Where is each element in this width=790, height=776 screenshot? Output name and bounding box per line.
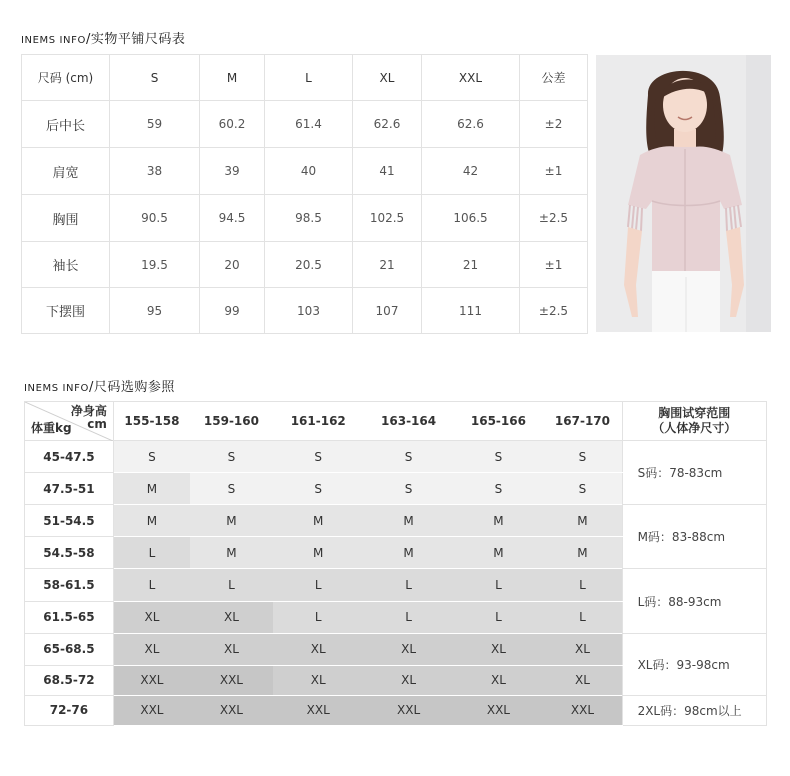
size-table-header: M — [200, 55, 265, 101]
size-table-cell: 21 — [422, 242, 520, 288]
size-cell: L — [454, 569, 544, 601]
size-cell: XL — [273, 665, 364, 695]
size-table-row — [22, 148, 588, 195]
size-table-header: 公差 — [520, 55, 588, 101]
size-cell: M — [543, 505, 622, 537]
size-cell: S — [364, 441, 454, 473]
size-table-cell: 62.6 — [353, 101, 422, 148]
size-table-cell: 61.4 — [265, 101, 353, 148]
size-cell: XL — [364, 633, 454, 665]
size-cell: XL — [113, 633, 190, 665]
reference-row — [25, 441, 767, 473]
size-table-cell: 肩宽 — [22, 148, 110, 195]
size-table-header: XL — [353, 55, 422, 101]
size-table-cell: 21 — [353, 242, 422, 288]
size-cell: S — [543, 473, 622, 505]
size-table-cell: 下摆围 — [22, 288, 110, 334]
size-chart-title-en: INEMS INFO — [21, 35, 86, 46]
reference-row — [25, 633, 767, 665]
size-table-cell: ±2.5 — [520, 195, 588, 242]
size-cell: L — [454, 601, 544, 633]
size-cell: XXL — [113, 695, 190, 725]
chest-range-note: 2XL码：98cm以上 — [622, 695, 766, 725]
weight-cell: 65-68.5 — [25, 633, 114, 665]
size-table-row — [22, 288, 588, 334]
size-cell: S — [543, 441, 622, 473]
size-cell: L — [190, 569, 273, 601]
weight-cell: 45-47.5 — [25, 441, 114, 473]
size-table-cell: 19.5 — [110, 242, 200, 288]
size-cell: L — [364, 569, 454, 601]
size-table-cell: 62.6 — [422, 101, 520, 148]
size-cell: S — [113, 441, 190, 473]
size-cell: M — [113, 505, 190, 537]
size-cell: XXL — [190, 665, 273, 695]
size-table-row — [22, 101, 588, 148]
weight-cell: 58-61.5 — [25, 569, 114, 601]
size-table-cell: 后中长 — [22, 101, 110, 148]
height-weight-corner — [25, 402, 114, 441]
size-cell: XL — [190, 601, 273, 633]
size-table-cell: 40 — [265, 148, 353, 195]
size-cell: M — [273, 505, 364, 537]
weight-cell: 47.5-51 — [25, 473, 114, 505]
size-table-cell: 42 — [422, 148, 520, 195]
size-table-header-row — [22, 55, 588, 101]
weight-cell: 68.5-72 — [25, 665, 114, 695]
size-cell: XL — [364, 665, 454, 695]
size-cell: XXL — [113, 665, 190, 695]
size-cell: S — [273, 473, 364, 505]
height-header: 163-164 — [364, 402, 454, 441]
chest-range-note: S码：78-83cm — [622, 441, 766, 505]
size-table-cell: 袖长 — [22, 242, 110, 288]
size-cell: M — [190, 505, 273, 537]
size-cell: XL — [190, 633, 273, 665]
model-photo — [596, 55, 771, 332]
size-table-cell: 95 — [110, 288, 200, 334]
chest-range-header — [622, 402, 766, 441]
size-table-cell: 59 — [110, 101, 200, 148]
size-cell: XL — [273, 633, 364, 665]
height-header: 167-170 — [543, 402, 622, 441]
reference-chart-title — [24, 376, 175, 395]
chest-range-note: M码：83-88cm — [622, 505, 766, 569]
size-cell: XL — [543, 665, 622, 695]
size-table-cell: 98.5 — [265, 195, 353, 242]
size-cell: XL — [543, 633, 622, 665]
height-unit: cm — [87, 417, 107, 431]
size-table-cell: 106.5 — [422, 195, 520, 242]
size-cell: XXL — [454, 695, 544, 725]
size-table-header: XXL — [422, 55, 520, 101]
chest-range-note: L码：88-93cm — [622, 569, 766, 633]
size-cell: L — [113, 569, 190, 601]
height-label-text: 净身高 — [70, 404, 107, 418]
size-cell: XXL — [273, 695, 364, 725]
size-cell: S — [190, 441, 273, 473]
size-cell: M — [273, 537, 364, 569]
size-table-cell: 99 — [200, 288, 265, 334]
reference-chart-title-cn: /尺码选购参照 — [88, 380, 175, 395]
size-cell: M — [454, 537, 544, 569]
size-table-cell: 90.5 — [110, 195, 200, 242]
size-table-cell: 20.5 — [265, 242, 353, 288]
size-table-cell: 胸围 — [22, 195, 110, 242]
reference-row — [25, 695, 767, 725]
size-cell: XXL — [364, 695, 454, 725]
size-table — [21, 54, 588, 334]
reference-header-row — [25, 402, 767, 441]
size-chart-title-cn: /实物平铺尺码表 — [85, 32, 186, 47]
size-cell: XL — [113, 601, 190, 633]
size-table-cell: ±1 — [520, 242, 588, 288]
size-table-row — [22, 242, 588, 288]
size-table-cell: 107 — [353, 288, 422, 334]
size-cell: L — [273, 601, 364, 633]
height-header: 165-166 — [454, 402, 544, 441]
weight-cell: 54.5-58 — [25, 537, 114, 569]
size-table-cell: 94.5 — [200, 195, 265, 242]
size-cell: XXL — [190, 695, 273, 725]
size-cell: S — [454, 473, 544, 505]
size-table-header: 尺码 (cm) — [22, 55, 110, 101]
reference-chart-title-en: INEMS INFO — [24, 383, 89, 394]
reference-row — [25, 505, 767, 537]
size-cell: M — [364, 505, 454, 537]
size-table-cell: 39 — [200, 148, 265, 195]
height-header: 155-158 — [113, 402, 190, 441]
size-cell: L — [364, 601, 454, 633]
size-cell: M — [454, 505, 544, 537]
chest-range-header-line2: （人体净尺寸） — [652, 421, 737, 436]
size-cell: M — [113, 473, 190, 505]
size-table-cell: 103 — [265, 288, 353, 334]
model-illustration — [596, 55, 771, 332]
size-cell: L — [113, 537, 190, 569]
height-header: 161-162 — [273, 402, 364, 441]
height-header: 159-160 — [190, 402, 273, 441]
size-cell: M — [190, 537, 273, 569]
size-table-cell: 41 — [353, 148, 422, 195]
height-label — [71, 405, 107, 431]
size-table-cell: 102.5 — [353, 195, 422, 242]
size-cell: L — [273, 569, 364, 601]
reference-row — [25, 569, 767, 601]
size-cell: XXL — [543, 695, 622, 725]
weight-cell: 61.5-65 — [25, 601, 114, 633]
size-cell: S — [273, 441, 364, 473]
size-table-cell: 111 — [422, 288, 520, 334]
size-table-header: L — [265, 55, 353, 101]
size-cell: S — [454, 441, 544, 473]
weight-cell: 72-76 — [25, 695, 114, 725]
size-table-row — [22, 195, 588, 242]
size-table-cell: ±2 — [520, 101, 588, 148]
size-cell: S — [190, 473, 273, 505]
size-table-cell: ±2.5 — [520, 288, 588, 334]
size-chart-title — [21, 28, 185, 47]
size-table-cell: 38 — [110, 148, 200, 195]
size-table-cell: ±1 — [520, 148, 588, 195]
chest-range-header-line1: 胸围试穿范围 — [658, 406, 731, 421]
size-cell: S — [364, 473, 454, 505]
size-cell: M — [543, 537, 622, 569]
size-cell: M — [364, 537, 454, 569]
size-table-cell: 20 — [200, 242, 265, 288]
size-cell: XL — [454, 633, 544, 665]
size-cell: L — [543, 569, 622, 601]
chest-range-note: XL码：93-98cm — [622, 633, 766, 695]
size-cell: L — [543, 601, 622, 633]
size-table-header: S — [110, 55, 200, 101]
size-table-cell: 60.2 — [200, 101, 265, 148]
weight-cell: 51-54.5 — [25, 505, 114, 537]
reference-table — [24, 401, 767, 726]
weight-label: 体重kg — [31, 421, 72, 436]
size-cell: XL — [454, 665, 544, 695]
